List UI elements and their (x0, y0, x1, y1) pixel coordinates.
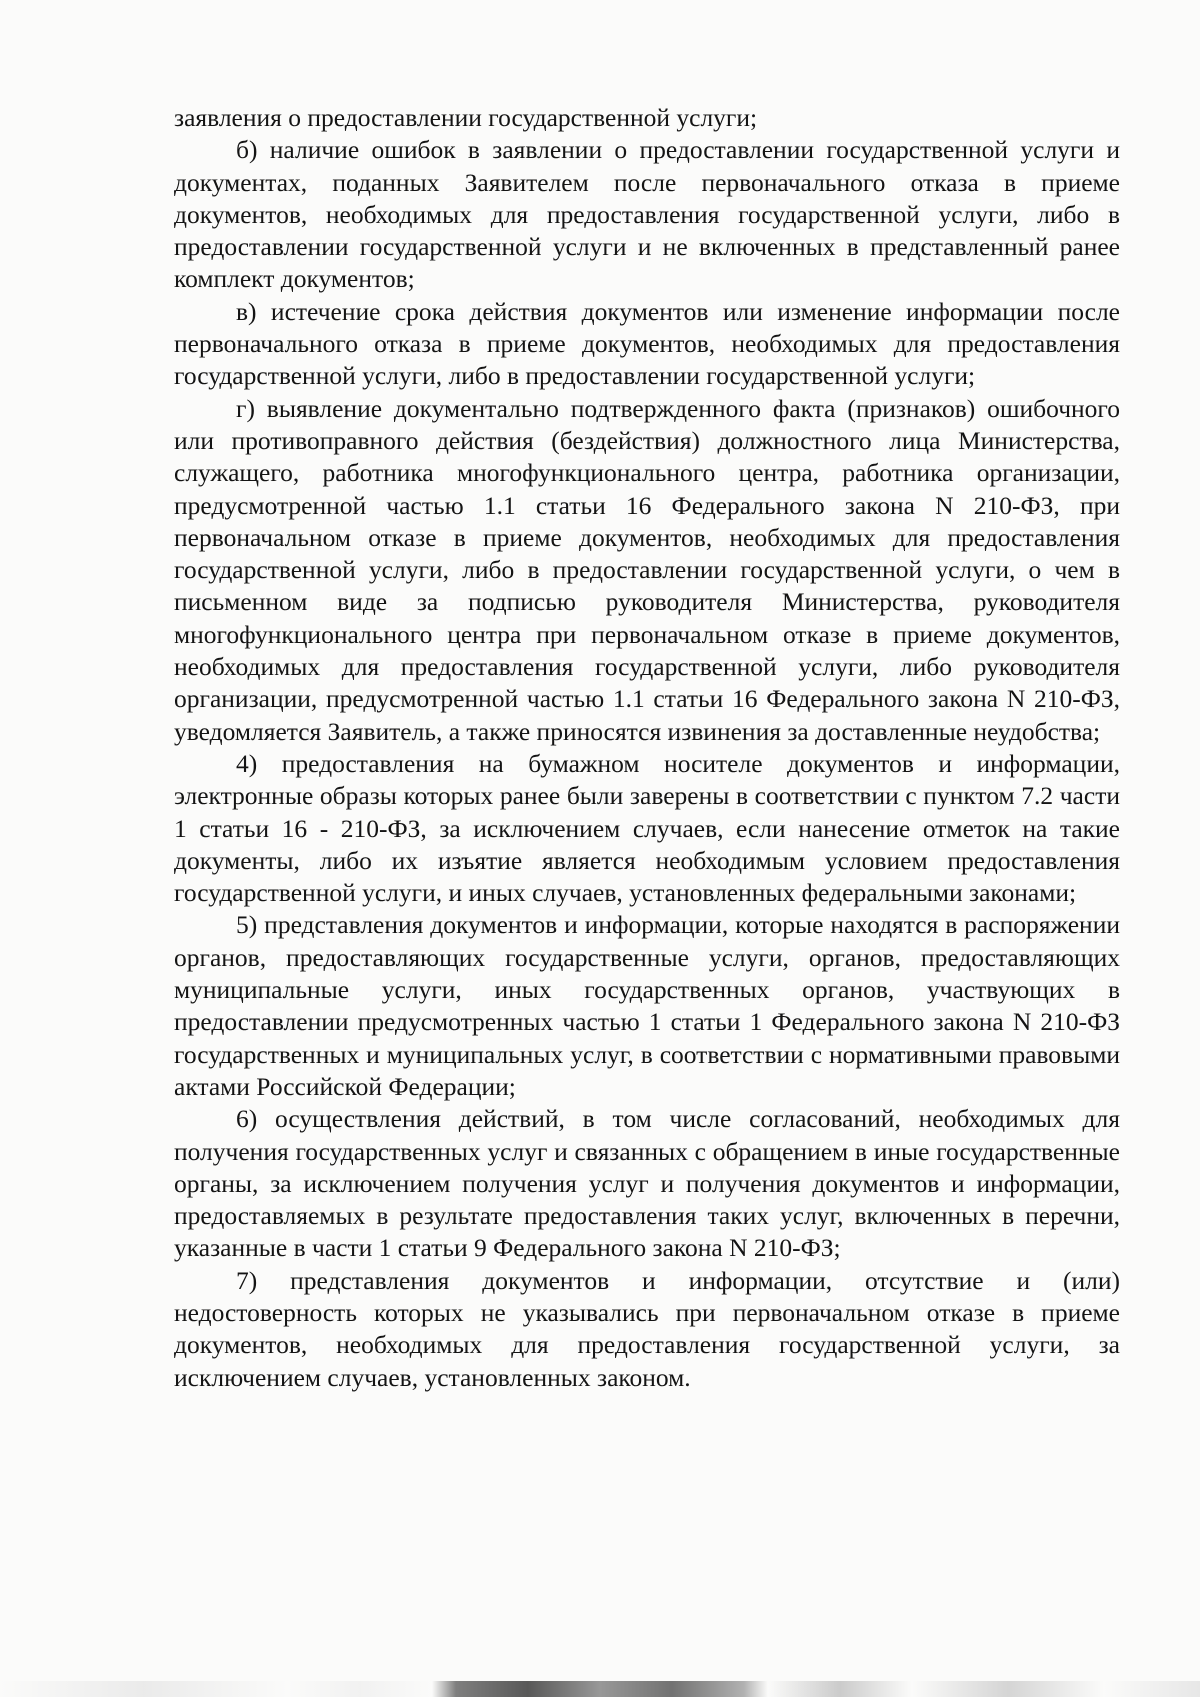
paragraph-v: в) истечение срока действия документов или изменение информации после первоначального отказа в приеме документов, необходимых для предоставления государственной услуги, либо в предоставлении государственной услуги; (174, 296, 1120, 391)
document-body (174, 102, 1120, 1394)
paragraph-continuation: заявления о предоставлении государственной услуги; (174, 103, 758, 132)
paragraph-b: б) наличие ошибок в заявлении о предоставлении государственной услуги и документах, поданных Заявителем после первоначального отказа в приеме документов, необходимых для предоставления государственной услуги, либо в предоставлении государственной услуги и не включенных в представленный ранее комплект документов; (174, 135, 1120, 294)
paragraph-5: 5) представления документов и информации, которые находятся в распоряжении органов, предоставляющих государственные услуги, органов, предоставляющих муниципальные услуги, иных государственных органов, участвующих в предоставлении предусмотренных частью 1 статьи 1 Федерального закона N 210-ФЗ государственных и муниципальных услуг, в соответствии с нормативными правовыми актами Российской Федерации; (174, 910, 1120, 1101)
paragraph-6: 6) осуществления действий, в том числе согласований, необходимых для получения государственных услуг и связанных с обращением в иные государственные органы, за исключением получения услуг и получения документов и информации, предоставляемых в результате предоставления таких услуг, включенных в перечни, указанные в части 1 статьи 9 Федерального закона N 210-ФЗ; (174, 1104, 1120, 1263)
paragraph-g: г) выявление документально подтвержденного факта (признаков) ошибочного или противоправного действия (бездействия) должностного лица Министерства, служащего, работника многофункционального центра, работника организации, предусмотренной частью 1.1 статьи 16 Федерального закона N 210-ФЗ, при первоначальном отказе в приеме документов, необходимых для предоставления государственной услуги, либо в предоставлении государственной услуги, о чем в письменном виде за подписью руководителя Министерства, руководителя многофункционального центра при первоначальном отказе в приеме документов, необходимых для предоставления государственной услуги, либо руководителя организации, предусмотренной частью 1.1 статьи 16 Федерального закона N 210-ФЗ, уведомляется Заявитель, а также приносятся извинения за доставленные неудобства; (174, 393, 1120, 746)
paragraph-7: 7) представления документов и информации, отсутствие и (или) недостоверность которых не указывались при первоначальном отказе в приеме документов, необходимых для предоставления государственной услуги, за исключением случаев, установленных законом. (174, 1265, 1120, 1392)
scan-artifact-bottom-edge (0, 1681, 1200, 1697)
paragraph-4: 4) предоставления на бумажном носителе документов и информации, электронные образы которых ранее были заверены в соответствии с пунктом 7.2 части 1 статьи 16 - 210-ФЗ, за исключением случаев, если нанесение отметок на такие документы, либо их изъятие является необходимым условием предоставления государственной услуги, и иных случаев, установленных федеральными законами; (174, 748, 1120, 908)
